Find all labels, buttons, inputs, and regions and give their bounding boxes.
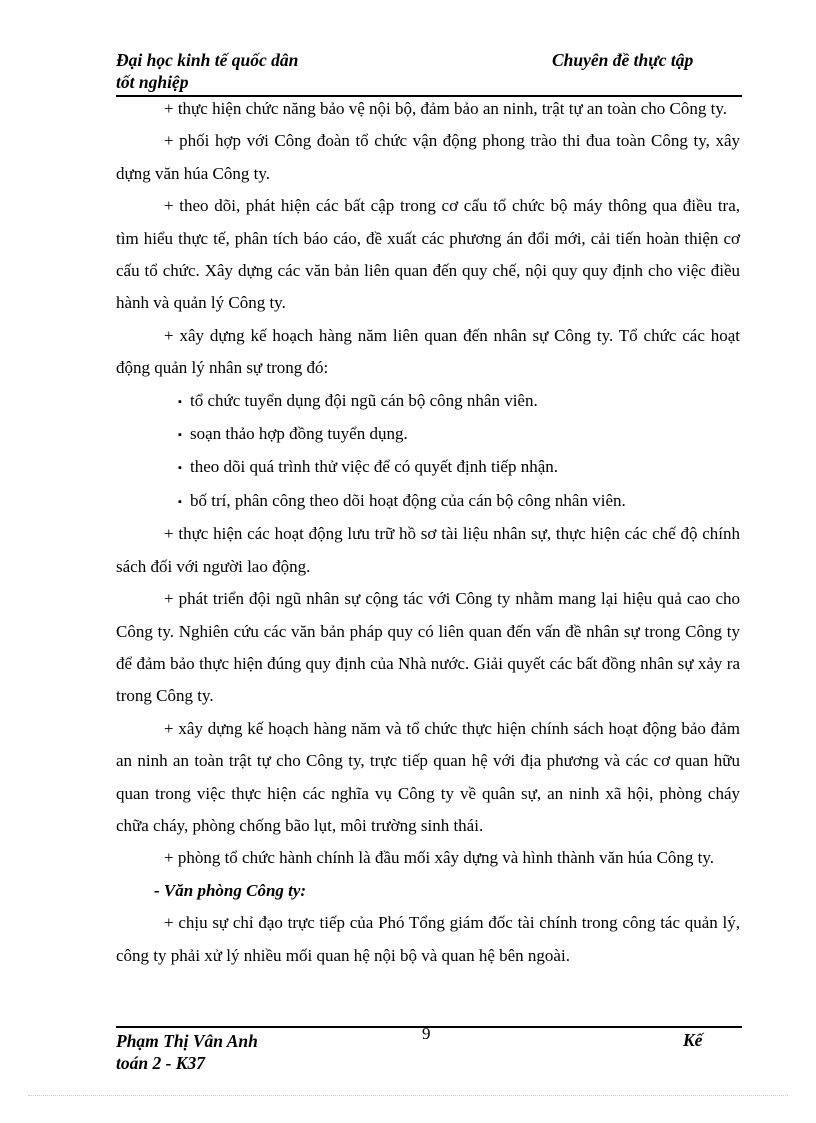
header-university bbox=[116, 49, 366, 93]
header-university-line2: tốt nghiệp bbox=[116, 72, 189, 92]
paragraph-5: + thực hiện các hoạt động lưu trữ hồ sơ tài liệu nhân sự, thực hiện các chế độ chính sách đối với người lao động. bbox=[116, 524, 740, 576]
paragraph-8: + phòng tổ chức hành chính là đầu mối xây dựng và hình thành văn húa Công ty. bbox=[164, 848, 715, 868]
section-heading-office: - Văn phòng Công ty: bbox=[154, 880, 307, 900]
bullet-icon: ▪ bbox=[178, 395, 182, 408]
page-number: 9 bbox=[422, 1024, 431, 1043]
header-university-line1: Đại học kinh tế quốc dân bbox=[116, 50, 299, 70]
page-header bbox=[116, 49, 742, 96]
paragraph-6: + phát triển đội ngũ nhân sự cộng tác với Công ty nhằm mang lại hiệu quả cao cho Công ty. Nghiên cứu các văn bản pháp quy có liên quan đến vấn đề nhân sự trong Công ty để đảm bảo thực hiện đúng quy định của Nhà nước. Giải quyết các bất đồng nhân sự xảy ra trong Công ty. bbox=[116, 589, 740, 706]
task-list bbox=[116, 385, 740, 519]
paragraph-7: + xây dựng kế hoạch hàng năm và tổ chức thực hiện chính sách hoạt động bảo đảm an ninh an toàn trật tự cho Công ty, trực tiếp quan hệ với địa phương và các cơ quan hữu quan trong việc thực hiện các nghĩa vụ Công ty về quân sự, an ninh xã hội, phòng cháy chữa cháy, phòng chống bão lụt, môi trường sinh thái. bbox=[116, 718, 740, 835]
header-report-title: Chuyên đề thực tập bbox=[552, 50, 694, 70]
footer-author-line1: Phạm Thị Vân Anh bbox=[116, 1031, 258, 1051]
paragraph-4: + xây dựng kế hoạch hàng năm liên quan đến nhân sự Công ty. Tổ chức các hoạt động quản lý nhân sự trong đó: bbox=[116, 325, 740, 378]
list-item: ▪ bố trí, phân công theo dõi hoạt động của cán bộ công nhân viên. bbox=[116, 485, 740, 518]
bullet-icon: ▪ bbox=[178, 495, 182, 508]
paragraph-1: + thực hiện chức năng bảo vệ nội bộ, đảm bảo an ninh, trật tự an toàn cho Công ty. bbox=[164, 99, 727, 118]
bullet-icon: ▪ bbox=[178, 462, 182, 475]
paragraph-2: + phối hợp với Công đoàn tổ chức vận động phong trào thi đua toàn Công ty, xây dựng văn húa Công ty. bbox=[116, 131, 740, 183]
list-item: ▪ soạn thảo hợp đồng tuyển dụng. bbox=[116, 418, 740, 451]
bullet-icon: ▪ bbox=[178, 429, 182, 442]
paragraph-3: + theo dõi, phát hiện các bất cập trong cơ cấu tổ chức bộ máy thông qua điều tra, tìm hiểu thực tế, phân tích báo cáo, đề xuất các phương án đổi mới, cải tiến hoàn thiện cơ cấu tổ chức. Xây dựng các văn bản liên quan đến quy chế, nội quy quy định cho việc điều hành và quản lý Công ty. bbox=[116, 196, 740, 313]
footer-author-line2: toán 2 - K37 bbox=[116, 1053, 205, 1073]
paragraph-9: + chịu sự chỉ đạo trực tiếp của Phó Tổng giám đốc tài chính trong công tác quản lý, công ty phải xử lý nhiều mối quan hệ nội bộ và quan hệ bên ngoài. bbox=[116, 913, 740, 965]
document-body bbox=[116, 93, 740, 972]
footer-right-text: Kế bbox=[683, 1030, 703, 1050]
list-item: ▪ theo dõi quá trình thử việc để có quyết định tiếp nhận. bbox=[116, 451, 740, 484]
footer-author bbox=[116, 1030, 376, 1074]
list-item: ▪ tổ chức tuyển dụng đội ngũ cán bộ công nhân viên. bbox=[116, 385, 740, 418]
page-edge-line bbox=[28, 1095, 788, 1096]
